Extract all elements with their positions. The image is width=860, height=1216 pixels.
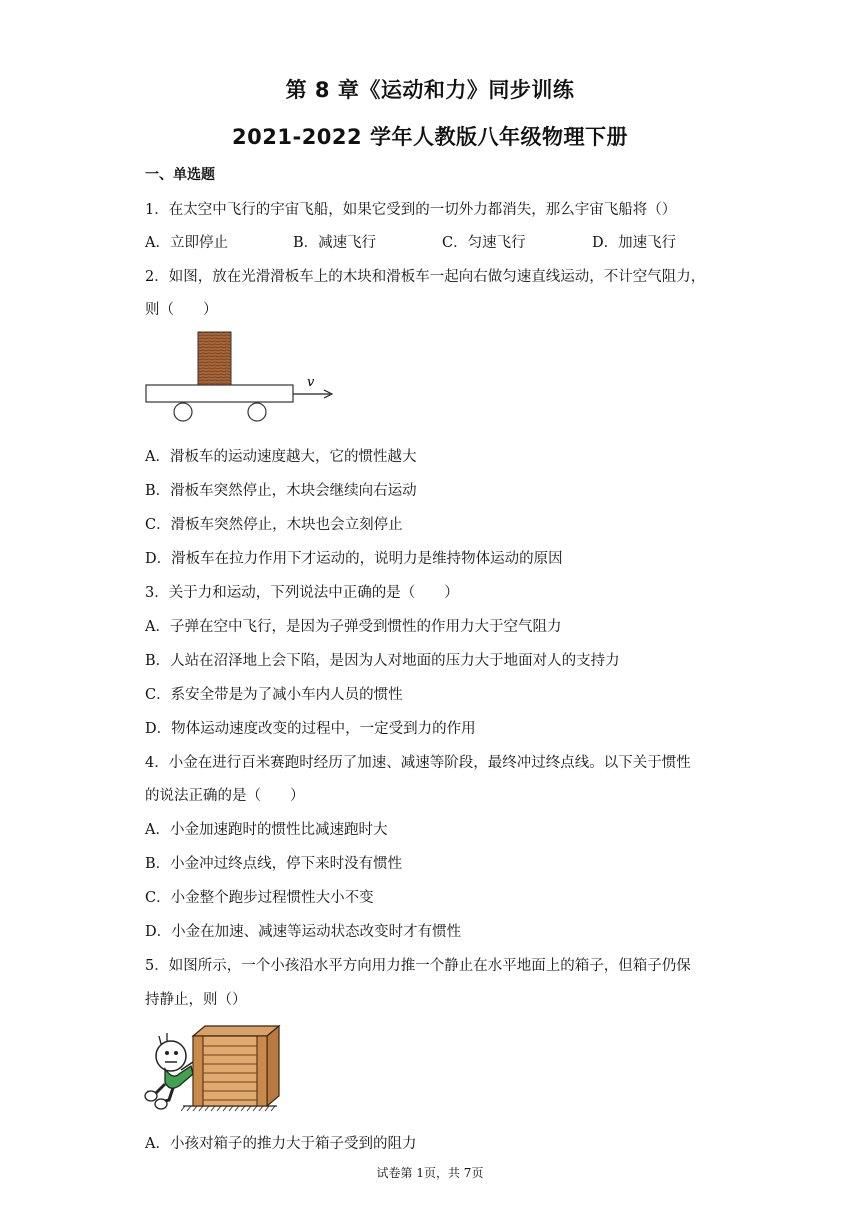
q3-option-b: B．人站在沼泽地上会下陷，是因为人对地面的压力大于地面对人的支持力 xyxy=(145,653,620,669)
wood-block xyxy=(198,332,231,385)
q3-option-a: A．子弹在空中飞行，是因为子弹受到惯性的作用力大于空气阻力 xyxy=(145,619,562,635)
q2-option-a: A．滑板车的运动速度越大，它的惯性越大 xyxy=(145,449,417,465)
q1-stem: 1．在太空中飞行的宇宙飞船，如果它受到的一切外力都消失，那么宇宙飞船将（） xyxy=(145,202,677,218)
rear-wheel xyxy=(248,403,266,421)
q1-option-a: A．立即停止 xyxy=(145,235,228,251)
section-heading: 一、单选题 xyxy=(145,167,215,183)
q2-stem-line-1: 2．如图，放在光滑滑板车上的木块和滑板车一起向右做匀速直线运动，不计空气阻力， xyxy=(145,269,706,285)
q3-option-d: D．物体运动速度改变的过程中，一定受到力的作用 xyxy=(145,721,476,737)
q3-stem: 3．关于力和运动，下列说法中正确的是（ ） xyxy=(145,585,459,601)
skateboard-figure xyxy=(140,328,340,428)
skateboard-deck xyxy=(146,385,293,402)
q1-option-c: C．匀速飞行 xyxy=(442,235,526,251)
q4-option-b: B．小金冲过终点线，停下来时没有惯性 xyxy=(145,856,403,872)
velocity-label: v xyxy=(307,375,315,390)
q2-option-b: B．滑板车突然停止，木块会继续向右运动 xyxy=(145,483,417,499)
q4-option-a: A．小金加速跑时的惯性比减速跑时大 xyxy=(145,822,388,838)
wooden-crate xyxy=(193,1026,279,1106)
q5-stem-line-1: 5．如图所示，一个小孩沿水平方向用力推一个静止在水平地面上的箱子，但箱子仍保 xyxy=(145,958,691,974)
front-wheel xyxy=(174,403,192,421)
q4-option-c: C．小金整个跑步过程惯性大小不变 xyxy=(145,890,374,906)
q2-stem-line-2: 则（ ） xyxy=(145,302,218,318)
title-line-1: 第 8 章《运动和力》同步训练 xyxy=(285,78,575,102)
q5-option-a: A．小孩对箱子的推力大于箱子受到的阻力 xyxy=(145,1136,417,1152)
q4-stem-line-1: 4．小金在进行百米赛跑时经历了加速、减速等阶段，最终冲过终点线。以下关于惯性 xyxy=(145,755,691,771)
child-pushing-box-figure xyxy=(143,1022,285,1114)
q2-option-c: C．滑板车突然停止，木块也会立刻停止 xyxy=(145,517,403,533)
q1-option-d: D．加速飞行 xyxy=(592,235,677,251)
q4-stem-line-2: 的说法正确的是（ ） xyxy=(145,788,305,804)
title-line-2: 2021-2022 学年人教版八年级物理下册 xyxy=(232,125,628,149)
q5-stem-line-2: 持静止，则（） xyxy=(145,992,247,1008)
child xyxy=(145,1033,193,1109)
q4-option-d: D．小金在加速、减速等运动状态改变时才有惯性 xyxy=(145,924,462,940)
page-footer: 试卷第 1页，共 7页 xyxy=(376,1166,484,1180)
q1-option-b: B．减速飞行 xyxy=(293,235,377,251)
q2-option-d: D．滑板车在拉力作用下才运动的，说明力是维持物体运动的原因 xyxy=(145,551,563,567)
q3-option-c: C．系安全带是为了减小车内人员的惯性 xyxy=(145,687,403,703)
